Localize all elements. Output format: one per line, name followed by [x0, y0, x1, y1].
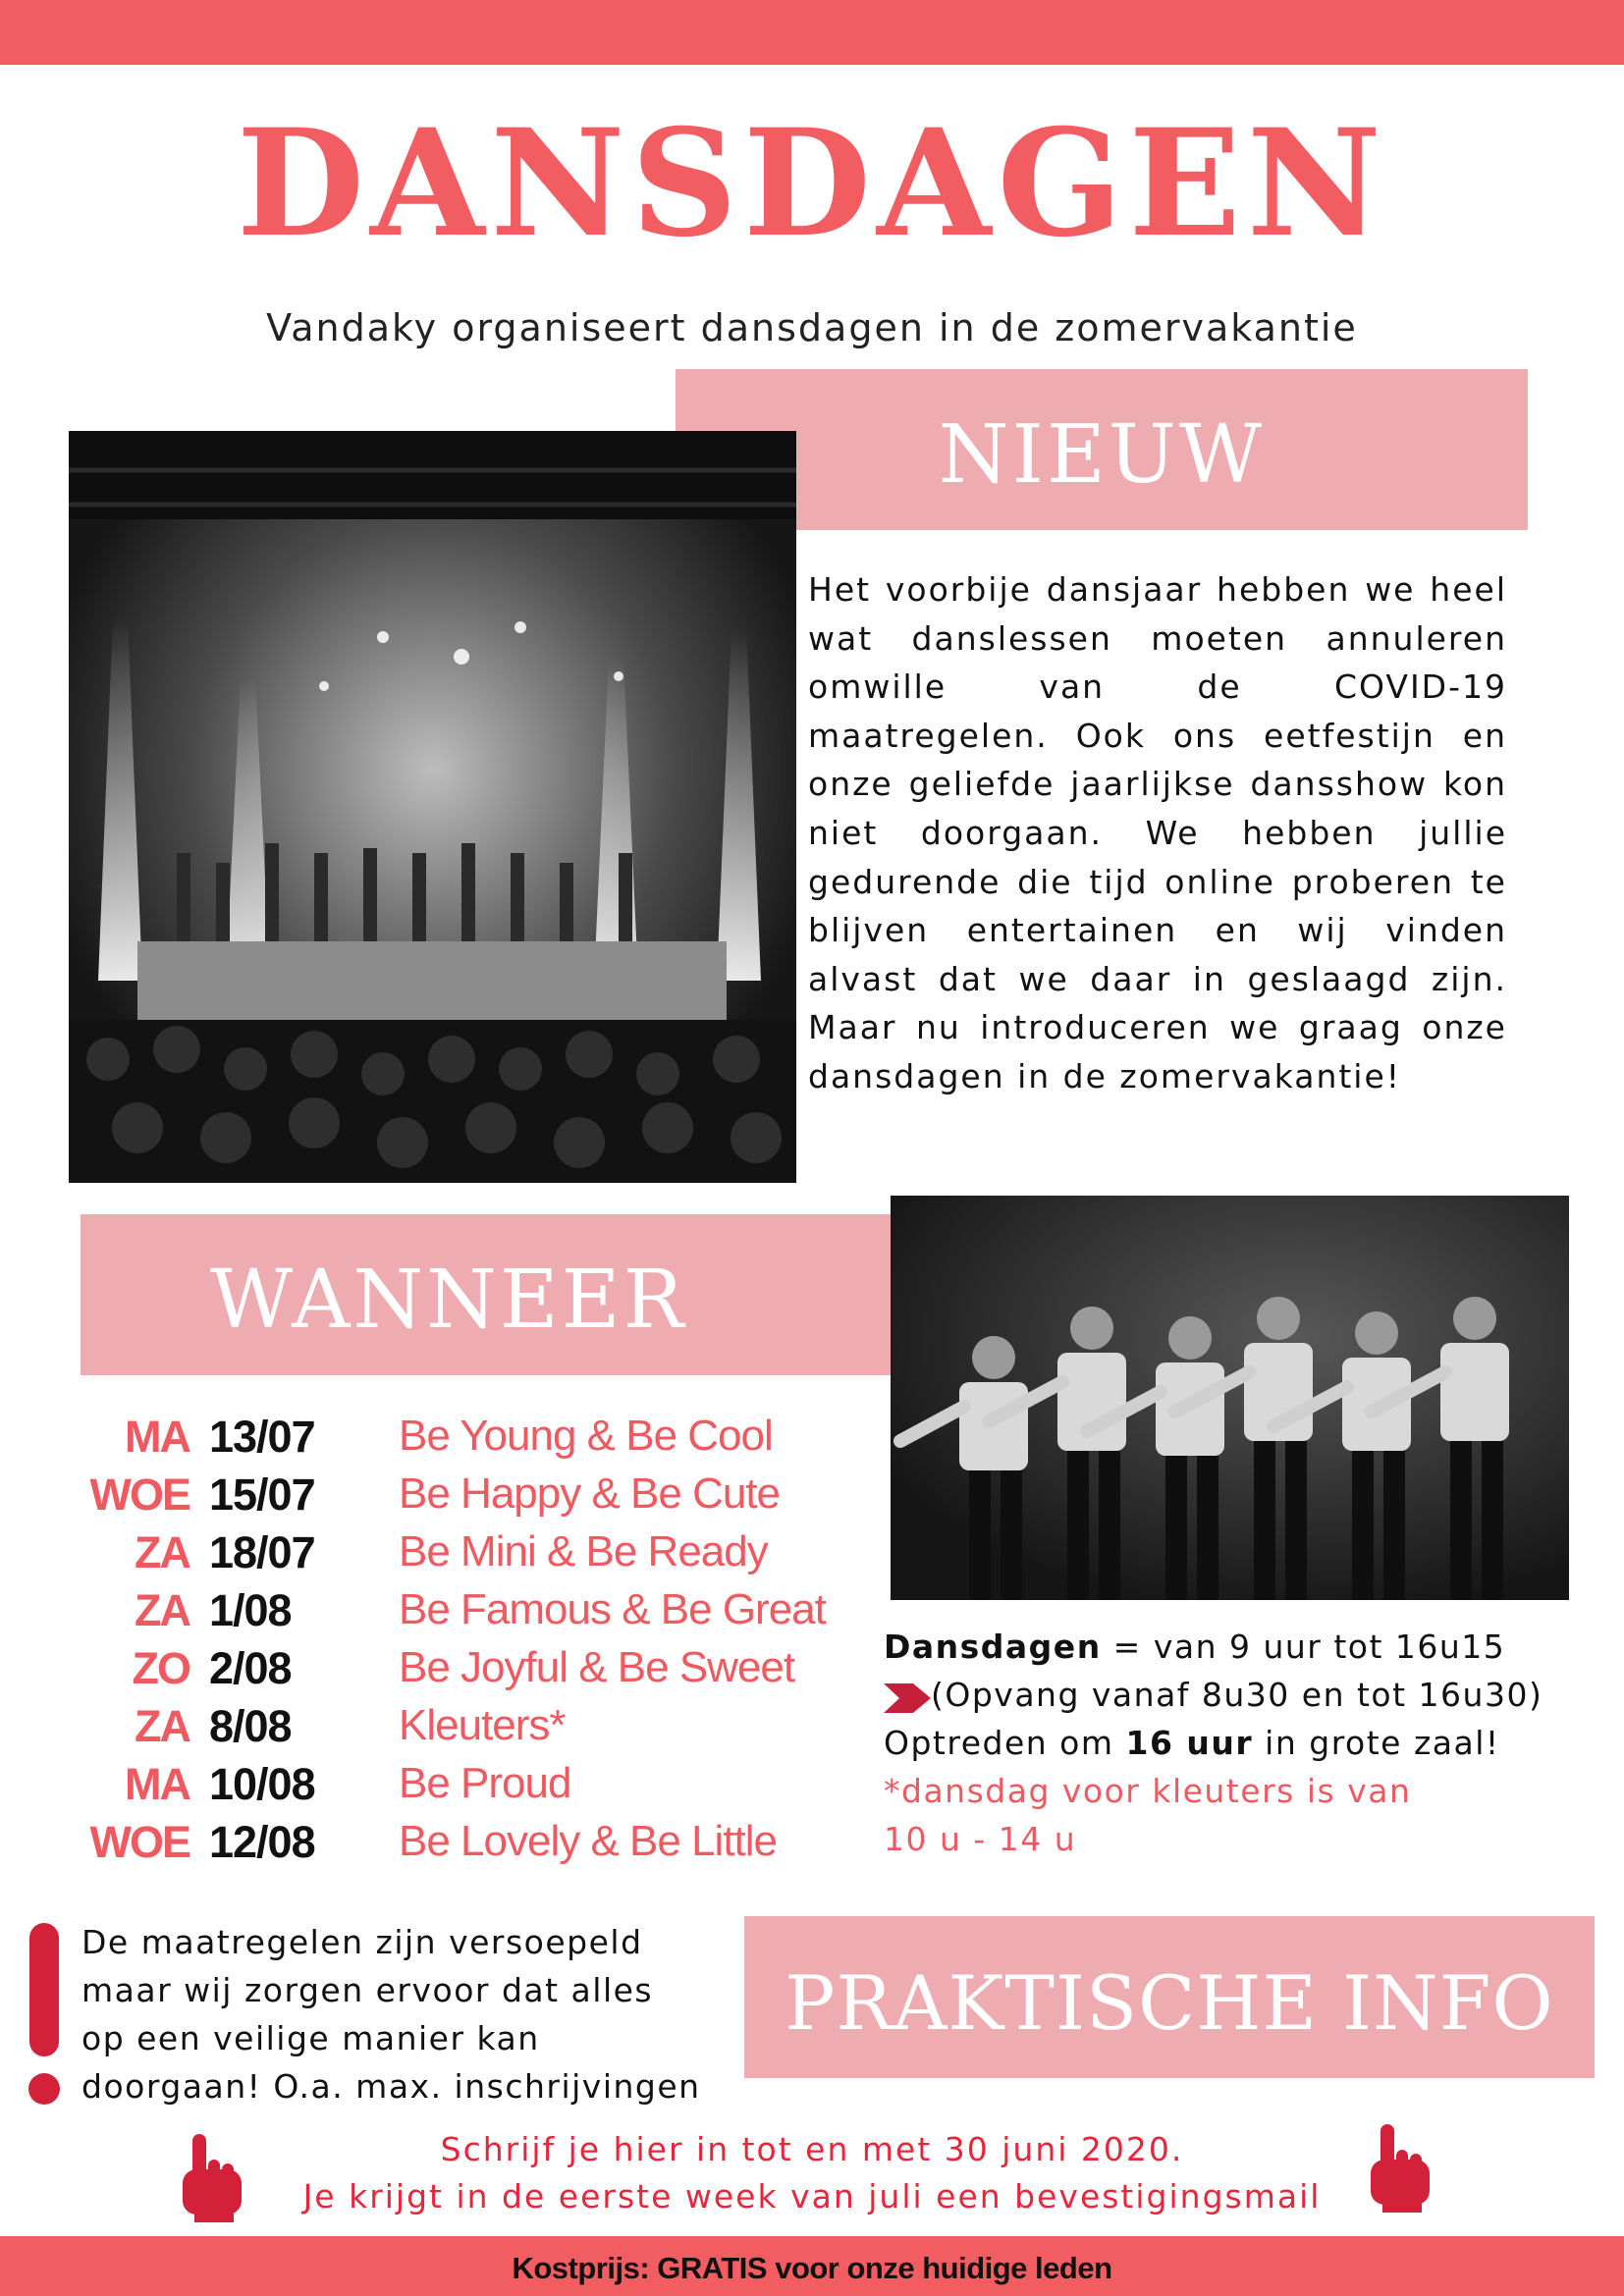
schedule-day: WOE: [89, 1817, 189, 1867]
stage-show-photo: [69, 431, 796, 1183]
schedule-name: Be Young & Be Cool: [399, 1412, 773, 1460]
schedule-date: 18/07: [209, 1527, 315, 1577]
confirmation-note: Je krijgt in de eerste week van juli een bevestigingsmail: [302, 2177, 1322, 2216]
schedule-name: Be Famous & Be Great: [399, 1585, 826, 1633]
schedule-date: 10/08: [209, 1759, 315, 1809]
praktische-info-box: [744, 1916, 1595, 2078]
cost-text: Kostprijs: GRATIS voor onze huidige leden: [512, 2251, 1112, 2285]
schedule-date: 2/08: [209, 1643, 292, 1693]
info-optreden-pre: Optreden om: [884, 1724, 1126, 1762]
schedule-day: ZO: [132, 1643, 189, 1693]
top-accent-bar: [0, 0, 1624, 65]
info-line-hours: [884, 1623, 1505, 1671]
kleuter-note-2: 10 u - 14 u: [884, 1820, 1077, 1858]
schedule-name: Be Happy & Be Cute: [399, 1469, 781, 1518]
schedule-name: Be Lovely & Be Little: [399, 1817, 778, 1865]
info-line-optreden: [884, 1719, 1500, 1767]
info-line-opvang: (Opvang vanaf 8u30 en tot 16u30): [931, 1676, 1543, 1714]
praktische-info-heading: PRAKTISCHE INFO: [785, 1959, 1554, 2047]
schedule-day: MA: [125, 1412, 189, 1462]
info-optreden-time: 16 uur: [1125, 1724, 1254, 1762]
dancers-photo: [891, 1196, 1569, 1600]
page-title: DANSDAGEN: [237, 97, 1387, 270]
schedule-date: 1/08: [209, 1585, 292, 1635]
schedule-date: 15/07: [209, 1469, 315, 1520]
exclamation-icon: [27, 1923, 61, 2109]
schedule-name: Be Proud: [399, 1759, 571, 1807]
schedule-date: 13/07: [209, 1412, 315, 1462]
info-dansdagen-label: Dansdagen: [884, 1628, 1102, 1666]
info-optreden-post: in grote zaal!: [1253, 1724, 1500, 1762]
notice-line: doorgaan! O.a. max. inschrijvingen: [81, 2067, 701, 2106]
schedule-list: [0, 1412, 864, 1883]
notice-line: op een veilige manier kan: [81, 2019, 540, 2057]
nieuw-heading: NIEUW: [938, 408, 1266, 502]
schedule-date: 12/08: [209, 1817, 315, 1867]
covid-notice: [81, 1918, 749, 2110]
schedule-name: Be Joyful & Be Sweet: [399, 1643, 795, 1691]
notice-line: maar wij zorgen ervoor dat alles: [81, 1971, 654, 2009]
schedule-day: ZA: [135, 1701, 189, 1751]
schedule-date: 8/08: [209, 1701, 292, 1751]
nieuw-heading-box: [676, 369, 1528, 530]
chevron-right-icon: [884, 1682, 931, 1715]
schedule-name: Be Mini & Be Ready: [399, 1527, 768, 1575]
schedule-day: ZA: [135, 1527, 189, 1577]
notice-line: De maatregelen zijn versoepeld: [81, 1923, 643, 1961]
schedule-name: Kleuters*: [399, 1701, 566, 1749]
wanneer-heading: WANNEER: [210, 1254, 687, 1347]
kleuter-note-1: *dansdag voor kleuters is van: [884, 1772, 1412, 1810]
schedule-day: WOE: [89, 1469, 189, 1520]
signup-link[interactable]: Schrijf je hier in tot en met 30 juni 2020.: [440, 2130, 1184, 2168]
wanneer-heading-box: [81, 1214, 931, 1375]
schedule-day: ZA: [135, 1585, 189, 1635]
info-hours-text: = van 9 uur tot 16u15: [1101, 1628, 1506, 1666]
page-subtitle: Vandaky organiseert dansdagen in de zomervakantie: [266, 306, 1358, 349]
nieuw-paragraph: Het voorbije dansjaar hebben we heel wat danslessen moeten annuleren omwille van de COVID-19 maatregelen. Ook ons eetfestijn en onze geliefde jaarlijkse dansshow kon niet doorgaan. We hebben jullie gedurende die tijd online proberen te blijven entertainen en wij vinden alvast dat we daar in geslaagd zijn. Maar nu introduceren we graag onze dansdagen in de zomervakantie!: [808, 570, 1507, 1095]
schedule-day: MA: [125, 1759, 189, 1809]
